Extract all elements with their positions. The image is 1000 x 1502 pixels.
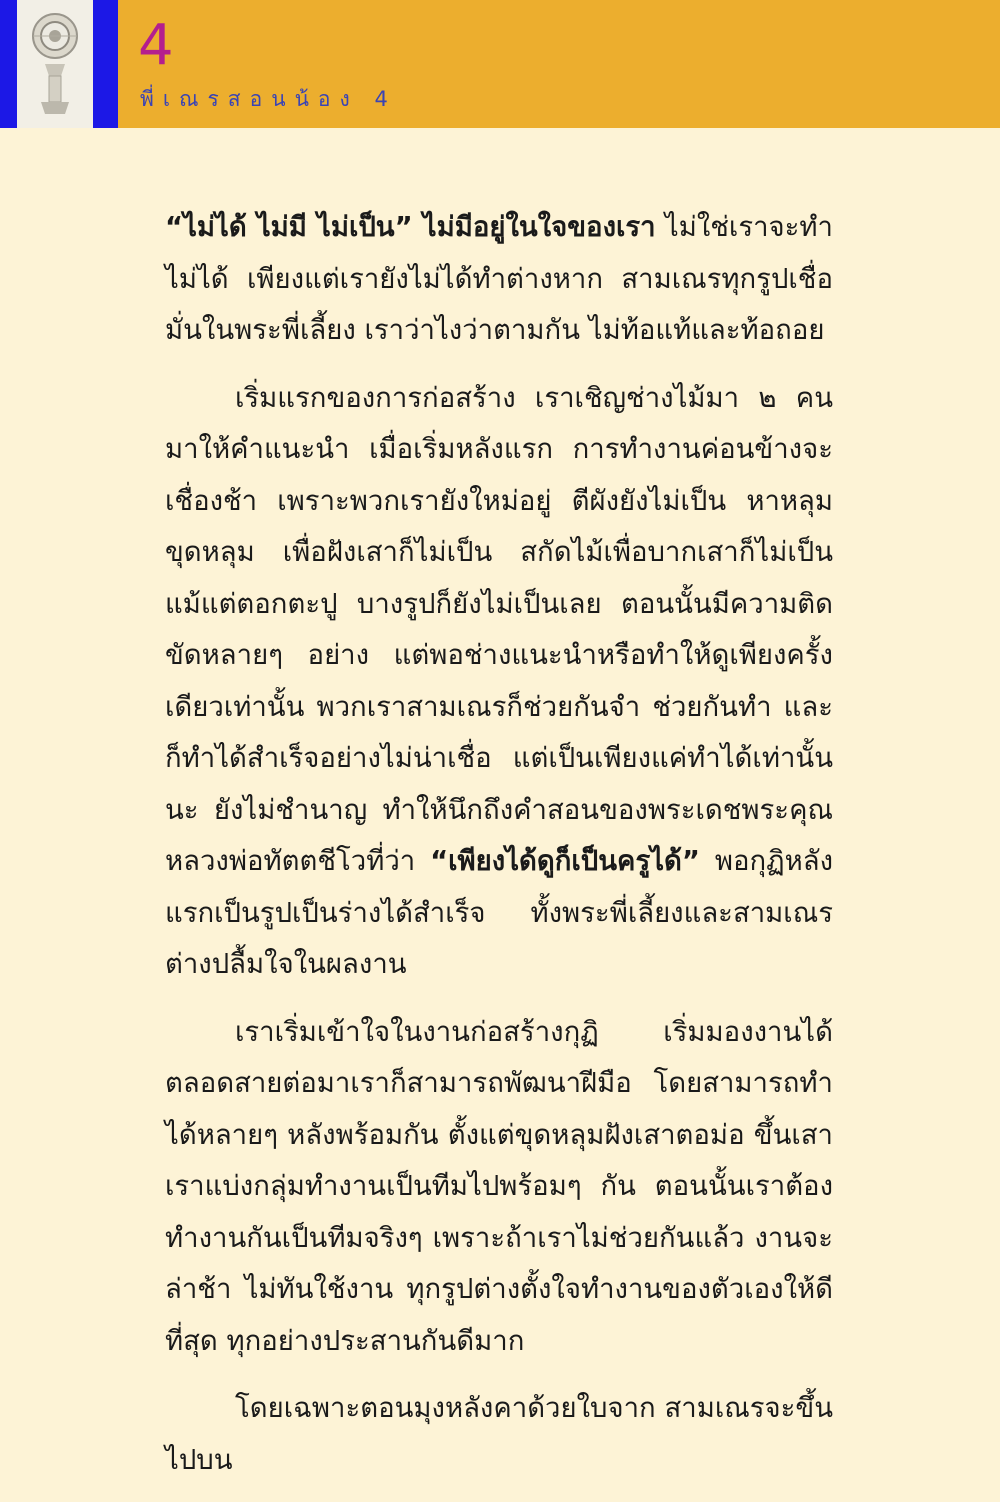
- paragraph-2: [165, 373, 833, 991]
- paragraph-text: เราเริ่มเข้าใจในงานก่อสร้างกุฏิ เริ่มมองงานได้ตลอดสายต่อมาเราก็สามารถพัฒนาฝีมือ โดยสามารถทำได้หลายๆ หลังพร้อมกัน ตั้งแต่ขุดหลุมฝังเสาตอม่อ ขึ้นเสา เราแบ่งกลุ่มทำงานเป็นทีมไปพร้อมๆ กัน ตอนนั้นเราต้องทำงานกันเป็นทีมจริงๆ เพราะถ้าเราไม่ช่วยกันแล้ว งานจะล่าช้า ไม่ทันใช้งาน ทุกรูปต่างตั้งใจทำงานของตัวเองให้ดีที่สุด ทุกอย่างประสานกันดีมาก: [165, 1015, 833, 1357]
- paragraph-text: ไม่ใช่เราจะทำไม่ได้ เพียงแต่เรายังไม่ได้ทำต่างหาก สามเณรทุกรูปเชื่อมั่นในพระพี่เลี้ยง เราว่าไงว่าตามกัน ไม่ท้อแท้และท้อถอย: [165, 211, 834, 346]
- page-header: [0, 0, 1000, 128]
- book-title: พี่เณรสอนน้อง 4: [140, 87, 397, 111]
- paragraph-text: เริ่มแรกของการก่อสร้าง เราเชิญช่างไม้มา ๒ คน มาให้คำแนะนำ เมื่อเริ่มหลังแรก การทำงานค่อนข้างจะเชื่องช้า เพราะพวกเรายังใหม่อยู่ ตีผังยังไม่เป็น หาหลุมขุดหลุม เพื่อฝังเสาก็ไม่เป็น สกัดไม้เพื่อบากเสาก็ไม่เป็น แม้แต่ตอกตะปู บางรูปก็ยังไม่เป็นเลย ตอนนั้นมีความติดขัดหลายๆ อย่าง แต่พอช่างแนะนำหรือทำให้ดูเพียงครั้งเดียวเท่านั้น พวกเราสามเณรก็ช่วยกันจำ ช่วยกันทำ และก็ทำได้สำเร็จอย่างไม่น่าเชื่อ แต่เป็นเพียงแค่ทำได้เท่านั้นนะ ยังไม่ชำนาญ ทำให้นึกถึงคำสอนของพระเดชพระคุณหลวงพ่อทัตตชีโวที่ว่า: [165, 381, 833, 877]
- paragraph-1: [165, 202, 833, 357]
- bold-inline-quote: “เพียงได้ดูก็เป็นครูได้”: [430, 845, 700, 877]
- left-blue-stripe: [0, 0, 17, 128]
- emblem-panel: [17, 0, 93, 128]
- dharma-emblem-icon: [21, 6, 89, 122]
- page-number: 4: [138, 13, 174, 78]
- paragraph-4: [165, 1383, 833, 1486]
- bold-lead-quote: “ไม่ได้ ไม่มี ไม่เป็น” ไม่มีอยู่ในใจของเรา: [165, 211, 656, 243]
- body-text: [165, 202, 833, 1502]
- paragraph-text: โดยเฉพาะตอนมุงหลังคาด้วยใบจาก สามเณรจะขึ้นไปบน: [165, 1392, 833, 1476]
- paragraph-text-after: พอกุฏิหลังแรกเป็นรูปเป็นร่างได้สำเร็จ ทั้งพระพี่เลี้ยงและสามเณรต่างปลื้มใจในผลงาน: [165, 845, 833, 980]
- right-blue-stripe: [93, 0, 118, 128]
- paragraph-3: [165, 1007, 833, 1368]
